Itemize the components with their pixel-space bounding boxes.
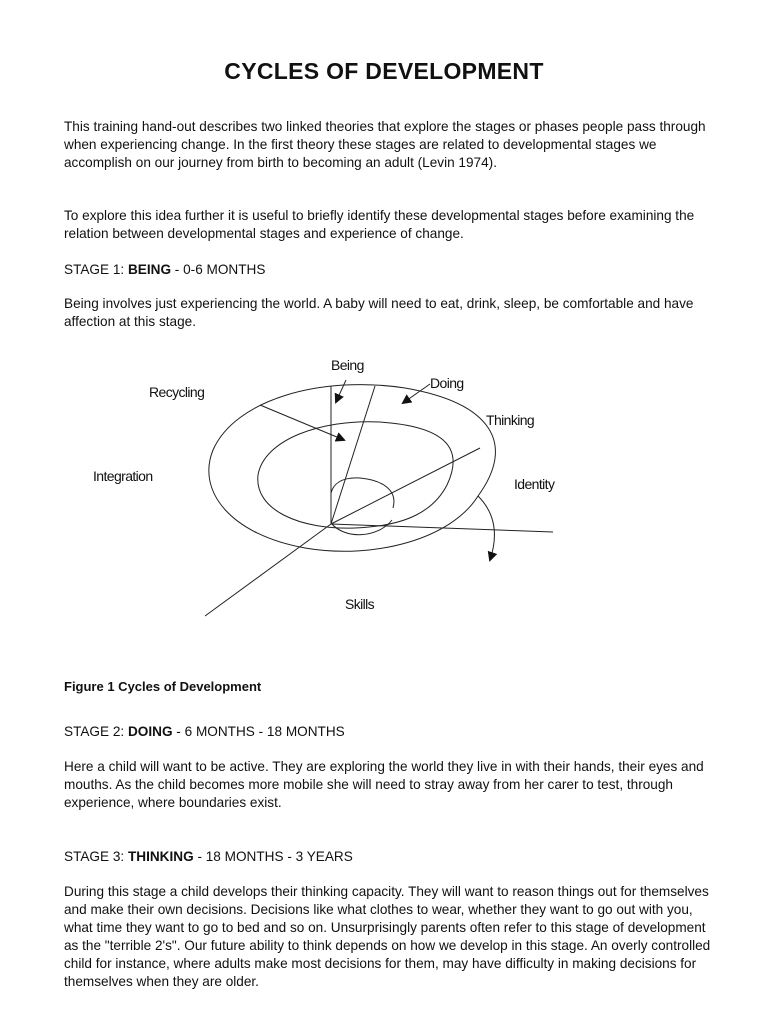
label-thinking: Thinking xyxy=(486,412,535,428)
label-recycling: Recycling xyxy=(149,384,205,400)
intro-paragraph: This training hand-out describes two linked theories that explore the stages or phases people pass through when experiencing change. In the first theory these stages are related to developmental stages we accomplish on our journey from birth to becoming an adult (Levin 1974). xyxy=(64,119,706,170)
stage1-heading xyxy=(64,261,265,279)
stage1-prefix: STAGE 1: xyxy=(64,262,128,277)
label-being: Being xyxy=(331,357,364,373)
stage2-suffix: - 6 MONTHS - 18 MONTHS xyxy=(172,724,345,739)
doing-axis xyxy=(331,386,375,524)
cycles-diagram xyxy=(0,340,768,630)
label-integration: Integration xyxy=(93,468,153,484)
stage2-name: DOING xyxy=(127,724,173,739)
label-skills: Skills xyxy=(345,596,375,612)
stage3-text: During this stage a child develops their thinking capacity. They will want to reason things out for themselves and make their own decisions. Decisions like what clothes to wear, whether they want to go out with you, what time they want to go to bed and so on. Unsurprisingly parents often refer to this stage of development as the "terrible 2's". Our future ability to think depends on how we develop in this stage. An overly controlled child for instance, where adults make most decisions for them, may have difficulty in making decisions for themselves when they are older. xyxy=(64,884,711,989)
stage1-text: Being involves just experiencing the world. A baby will need to eat, drink, sleep, be comfortable and have affection at this stage. xyxy=(64,296,694,329)
doing-arrow xyxy=(403,384,430,403)
stage3-name: THINKING xyxy=(127,849,194,864)
stage1-suffix: - 0-6 MONTHS xyxy=(171,262,266,277)
label-identity: Identity xyxy=(514,476,555,492)
identity-axis xyxy=(331,524,553,532)
label-doing: Doing xyxy=(430,375,464,391)
stage3-prefix: STAGE 3: xyxy=(64,849,128,864)
stage2-prefix: STAGE 2: xyxy=(64,724,128,739)
stage2-text: Here a child will want to be active. They are exploring the world they live in with their hands, their eyes and mouths. As the child becomes more mobile she will need to stray away from her carer to test, through experience, where boundaries exist. xyxy=(64,759,704,810)
being-arrow xyxy=(336,380,346,402)
figure-caption: Figure 1 Cycles of Development xyxy=(64,679,262,694)
stage3-suffix: - 18 MONTHS - 3 YEARS xyxy=(193,849,353,864)
page-title: CYCLES OF DEVELOPMENT xyxy=(224,58,544,84)
stage2-heading xyxy=(64,723,345,741)
thinking-axis xyxy=(331,448,480,524)
stage3-heading xyxy=(64,848,353,866)
spiral-tail xyxy=(478,496,494,560)
explore-paragraph: To explore this idea further it is useful to briefly identify these developmental stages before examining the relation between developmental stages and experience of change. xyxy=(64,208,695,241)
middle-cycle xyxy=(258,422,453,528)
stage1-name: BEING xyxy=(127,262,172,277)
